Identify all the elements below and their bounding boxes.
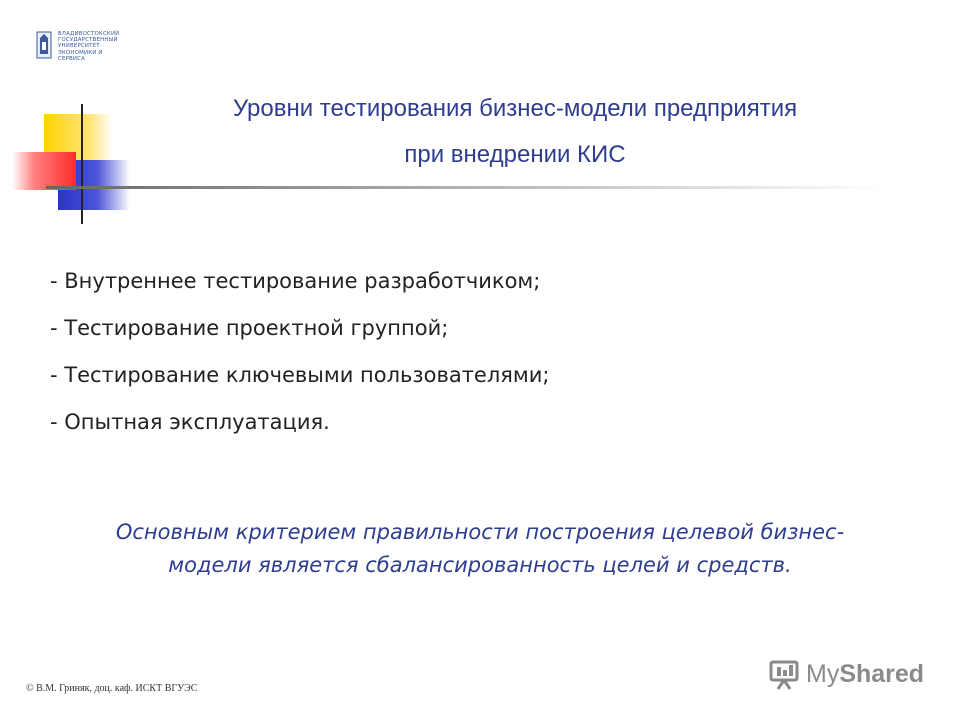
- conclusion-line-2: модели является сбалансированность целей и средств.: [168, 553, 792, 577]
- university-seal-icon: [34, 30, 56, 62]
- list-item: - Тестирование проектной группой;: [50, 316, 449, 340]
- watermark-text: MyShared: [806, 660, 925, 688]
- presentation-board-icon: [768, 657, 802, 691]
- conclusion-text: [60, 516, 900, 582]
- university-logo: [34, 30, 154, 64]
- horizontal-rule: [46, 186, 886, 189]
- footer-copyright: © В.М. Гриняк, доц. каф. ИСКТ ВГУЭС: [26, 683, 198, 694]
- list-item: - Тестирование ключевыми пользователями;: [50, 363, 550, 387]
- conclusion-line-1: Основным критерием правильности построения целевой бизнес-: [115, 520, 845, 544]
- myshared-watermark: [768, 656, 928, 692]
- title-line-1: Уровни тестирования бизнес-модели предприятия: [232, 95, 798, 122]
- testing-levels-list: [50, 258, 770, 446]
- slide-title: [170, 86, 860, 178]
- red-square: [12, 152, 76, 190]
- logo-text: ВЛАДИВОСТОКСКИЙ ГОСУДАРСТВЕННЫЙ УНИВЕРСИТЕТ ЭКОНОМИКИ И СЕРВИСА: [58, 31, 120, 62]
- title-line-2: при внедрении КИС: [404, 141, 626, 168]
- list-item: - Опытная эксплуатация.: [50, 410, 330, 434]
- list-item: - Внутреннее тестирование разработчиком;: [50, 269, 541, 293]
